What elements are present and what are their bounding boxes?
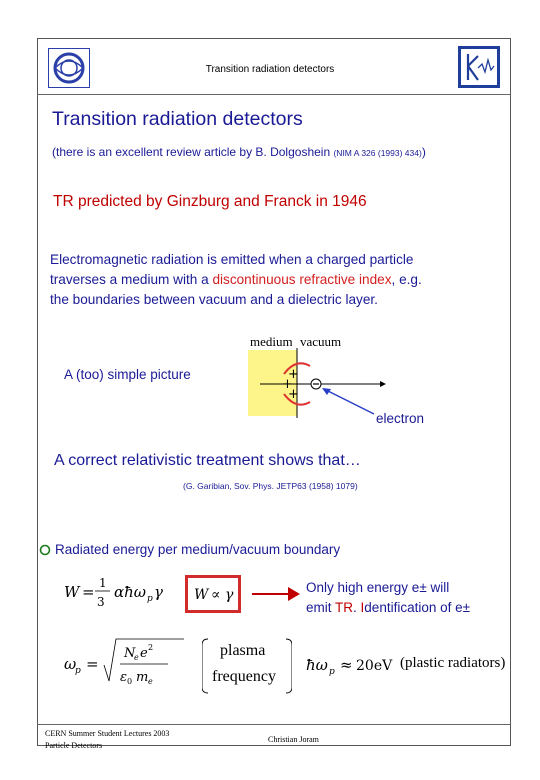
footer-author: Christian Joram [268, 735, 319, 744]
svg-text:p: p [75, 666, 81, 676]
energy-formula [64, 570, 204, 614]
image-charge-plus-bottom: + [288, 387, 299, 402]
svg-text:=: = [86, 655, 99, 673]
svg-text:αħω: αħω [114, 583, 147, 601]
simple-picture-label: A (too) simple picture [64, 367, 191, 382]
plasma-frequency-label [202, 637, 292, 695]
trajectory-arrowhead [380, 381, 386, 387]
frequency-word: frequency [212, 668, 276, 685]
proportionality-box [185, 575, 241, 613]
svg-text:W: W [194, 587, 209, 603]
plastic-radiators-note: (plastic radiators) [400, 655, 506, 671]
footer-divider [37, 724, 511, 725]
boundary-diagram [240, 348, 390, 428]
svg-text:ħω: ħω [306, 656, 328, 674]
em-radiation-paragraph: Electromagnetic radiation is emitted when a charged particle traverses a medium with a discontinuous refractive index, e.g. the boundaries between vacuum and a dielectric layer. [50, 252, 422, 307]
svg-text:20eV: 20eV [356, 658, 393, 674]
svg-text:N: N [124, 646, 136, 661]
radiated-energy-bullet: Radiated energy per medium/vacuum boundary [55, 542, 341, 557]
footer-course: Particle Detectors [45, 741, 103, 750]
implication-arrow-icon [250, 581, 302, 607]
slide-title: Transition radiation detectors [52, 108, 303, 130]
image-charge-plus-top: + [288, 367, 299, 382]
svg-text:∝: ∝ [211, 587, 221, 603]
svg-text:W: W [64, 583, 80, 601]
electron-pointer-arrow [326, 390, 374, 414]
svg-text:ω: ω [64, 655, 77, 673]
svg-text:≈: ≈ [340, 656, 353, 674]
svg-text:p: p [329, 667, 335, 677]
electron-label: electron [376, 411, 425, 426]
svg-text:3: 3 [97, 595, 105, 609]
header-divider [37, 94, 511, 95]
header-title: Transition radiation detectors [205, 64, 335, 75]
svg-text:m: m [136, 670, 149, 685]
svg-text:2: 2 [148, 643, 154, 652]
svg-text:1: 1 [99, 576, 107, 590]
svg-text:e: e [140, 646, 148, 661]
label-vacuum: vacuum [300, 334, 342, 349]
plasma-word: plasma [220, 642, 266, 659]
svg-text:e: e [134, 653, 139, 662]
plasma-energy-value [306, 650, 402, 680]
image-charge-plus-mid: + [282, 377, 293, 392]
svg-text:0: 0 [127, 677, 133, 686]
garibian-reference: (G. Garibian, Sov. Phys. JETP63 (1958) 1079) [183, 481, 358, 491]
identification-note: Only high energy e± will emit TR. Identification of e± [306, 580, 471, 615]
plasma-frequency-formula [64, 635, 214, 695]
discontinuous-index-highlight: discontinuous refractive index [212, 272, 392, 287]
svg-text:e: e [148, 677, 153, 686]
subtitle: (there is an excellent review article by B. Dolgoshein (NIM A 326 (1993) 434)) [52, 145, 426, 159]
bullet-circle-icon [39, 543, 51, 561]
tr-predicted-text: TR predicted by Ginzburg and Franck in 1946 [53, 193, 367, 210]
svg-text:γ: γ [154, 583, 163, 601]
svg-text:=: = [82, 583, 95, 601]
svg-text:ε: ε [120, 670, 127, 685]
svg-text:p: p [147, 594, 153, 604]
review-reference: (NIM A 326 (1993) 434) [333, 148, 422, 158]
label-medium: medium [250, 334, 293, 349]
svg-text:γ: γ [225, 587, 234, 603]
correct-treatment-text: A correct relativistic treatment shows that… [54, 452, 361, 469]
footer-lecture: CERN Summer Student Lectures 2003 [45, 729, 170, 738]
